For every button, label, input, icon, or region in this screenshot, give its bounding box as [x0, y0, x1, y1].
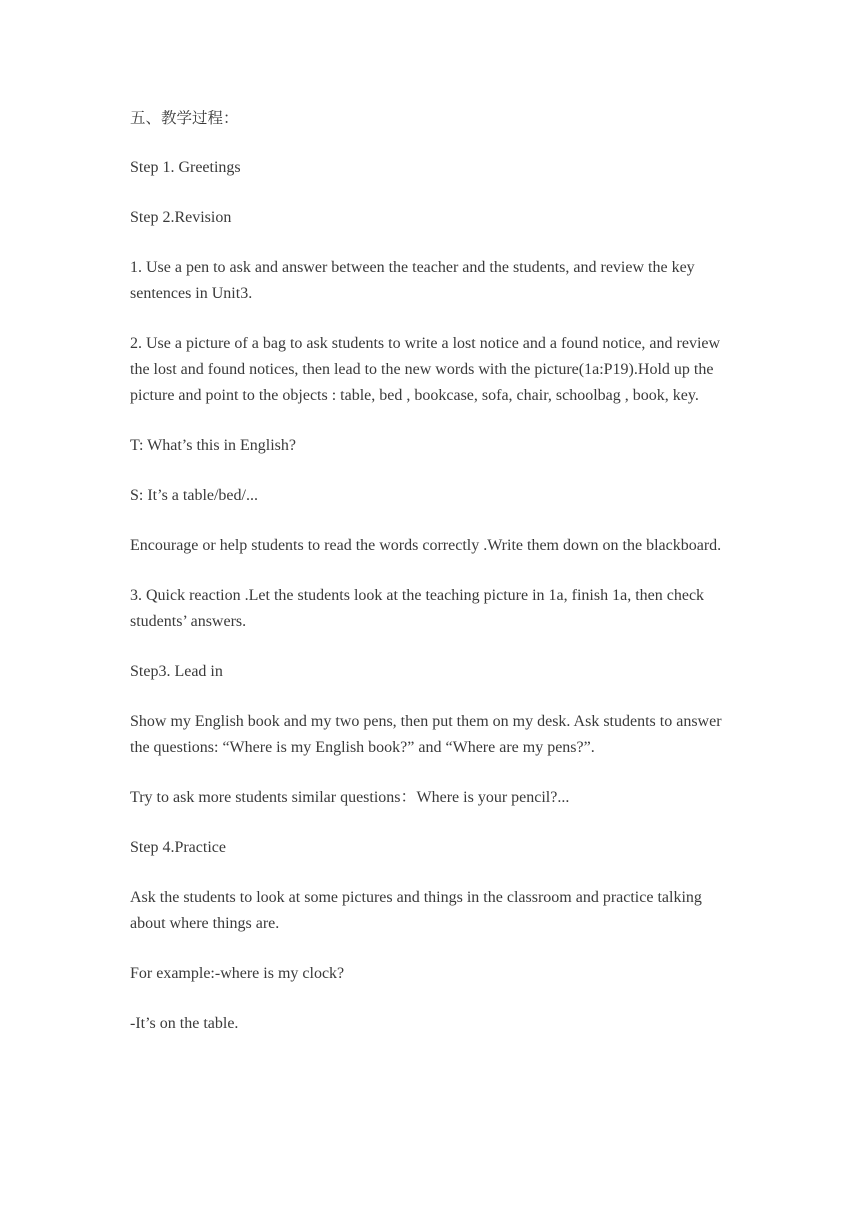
encourage-paragraph: Encourage or help students to read the words correctly .Write them down on the blackboard. — [130, 537, 722, 554]
teacher-line: T: What’s this in English? — [130, 437, 297, 454]
example-answer: -It’s on the table. — [130, 1015, 239, 1032]
example-question: For example:-where is my clock? — [130, 965, 345, 982]
section-heading: 五、教学过程： — [130, 109, 239, 127]
practice-paragraph: Ask the students to look at some pictures and things in the classroom and practice talking about where things are. — [130, 889, 702, 932]
revision-item-2: 2. Use a picture of a bag to ask students to write a lost notice and a found notice, and review the lost and found notices, then lead to the new words with the picture(1a:P19).Hold up the picture and point to the objects : table, bed , bookcase, sofa, chair, schoolbag , book, key. — [130, 335, 721, 404]
step-3-heading: Step3. Lead in — [130, 663, 223, 680]
revision-item-3: 3. Quick reaction .Let the students look at the teaching picture in 1a, finish 1a, then check students’ answers. — [130, 587, 705, 630]
step-4-heading: Step 4.Practice — [130, 839, 226, 856]
similar-questions-paragraph: Try to ask more students similar questions：Where is your pencil?... — [130, 789, 570, 806]
document-page — [130, 105, 730, 1061]
lead-in-paragraph: Show my English book and my two pens, then put them on my desk. Ask students to answer the questions: “Where is my English book?” and “Where are my pens?”. — [130, 713, 722, 756]
student-line: S: It’s a table/bed/... — [130, 487, 258, 504]
revision-item-1: 1. Use a pen to ask and answer between the teacher and the students, and review the key sentences in Unit3. — [130, 259, 695, 302]
step-1-heading: Step 1. Greetings — [130, 159, 241, 176]
step-2-heading: Step 2.Revision — [130, 209, 232, 226]
